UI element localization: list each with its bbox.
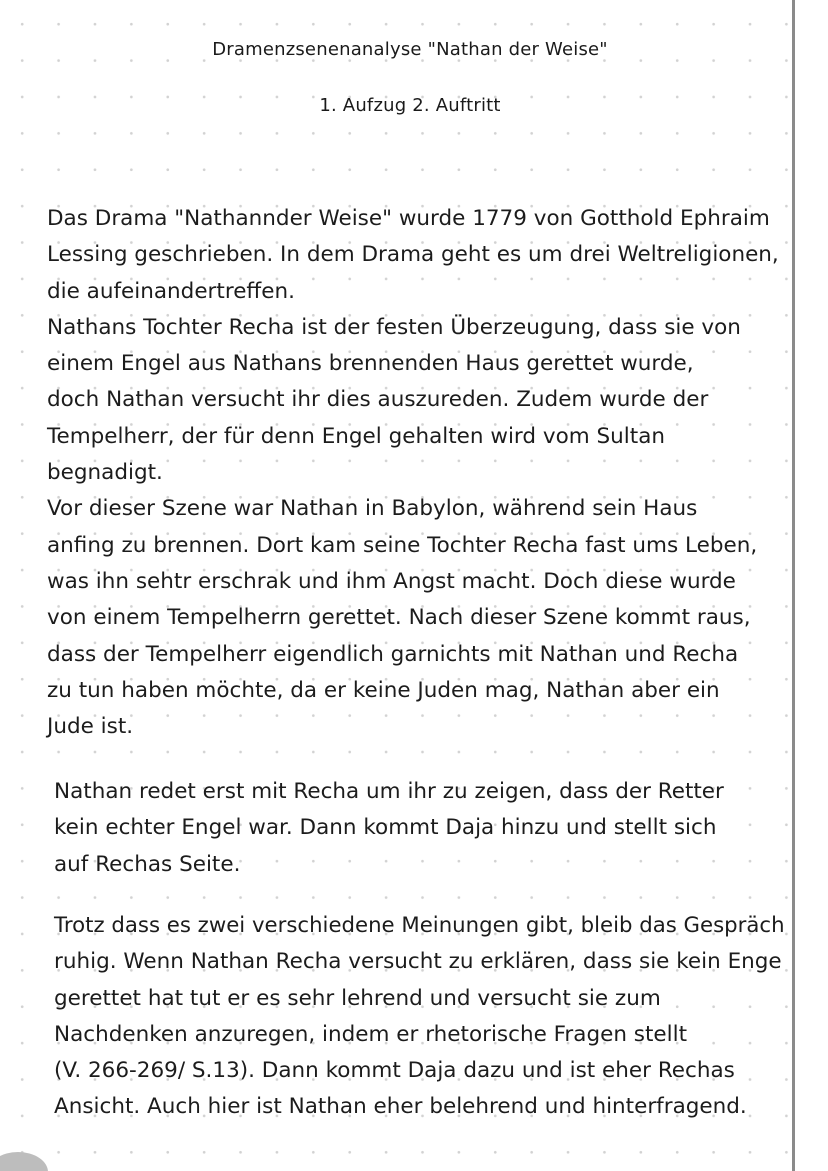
text-line: gerettet hat tut er es sehr lehrend und versucht sie zum [54, 985, 661, 1011]
text-line: auf Rechas Seite. [54, 851, 241, 877]
text-line: was ihn sehtr erschrak und ihm Angst macht. Doch diese wurde [47, 568, 736, 594]
text-line: kein echter Engel war. Dann kommt Daja hinzu und stellt sich [54, 815, 717, 841]
paragraph-analysis [54, 908, 785, 1126]
text-line: dass der Tempelherr eigendlich garnichts mit Nathan und Recha [47, 641, 739, 667]
paragraph-dialogue-summary [54, 774, 724, 883]
title-line-1: Dramenzsenenanalyse "Nathan der Weise" [212, 39, 608, 60]
text-line: Lessing geschrieben. In dem Drama geht es um drei Weltreligionen, [47, 242, 779, 268]
text-line: begnadigt. [47, 460, 163, 486]
text-line: die aufeinandertreffen. [47, 278, 295, 304]
text-line: (V. 266-269/ S.13). Dann kommt Daja dazu und ist eher Rechas [54, 1058, 735, 1084]
text-line: von einem Tempelherrn gerettet. Nach dieser Szene kommt raus, [47, 605, 751, 631]
text-line: ruhig. Wenn Nathan Recha versucht zu erklären, dass sie kein Enge [54, 949, 782, 975]
text-line: Trotz dass es zwei verschiedene Meinungen gibt, bleib das Gespräch [54, 913, 785, 938]
text-line: Das Drama "Nathannder Weise" wurde 1779 von Gotthold Ephraim [47, 206, 770, 231]
title-line-2: 1. Aufzug 2. Auftritt [319, 95, 501, 116]
text-line: Tempelherr, der für denn Engel gehalten wird vom Sultan [47, 423, 665, 449]
page-edge-border [792, 0, 795, 1171]
text-line: Jude ist. [47, 714, 134, 740]
text-line: Vor dieser Szene war Nathan in Babylon, während sein Haus [47, 496, 698, 522]
text-line: zu tun haben möchte, da er keine Juden mag, Nathan aber ein [47, 677, 720, 703]
text-line: anfing zu brennen. Dort kam seine Tochter Recha fast ums Leben, [47, 532, 758, 558]
text-line: Nachdenken anzuregen, indem er rhetorische Fragen stellt [54, 1021, 688, 1047]
text-line: Ansicht. Auch hier ist Nathan eher belehrend und hinterfragend. [54, 1094, 747, 1120]
text-line: doch Nathan versucht ihr dies auszureden. Zudem wurde der [47, 387, 709, 413]
text-line: Nathan redet erst mit Recha um ihr zu zeigen, dass der Retter [54, 779, 724, 804]
paragraph-introduction [47, 201, 779, 745]
page-corner-shadow [0, 1152, 48, 1171]
text-line: Nathans Tochter Recha ist der festen Überzeugung, dass sie von [47, 314, 741, 340]
text-line: einem Engel aus Nathans brennenden Haus gerettet wurde, [47, 351, 694, 377]
